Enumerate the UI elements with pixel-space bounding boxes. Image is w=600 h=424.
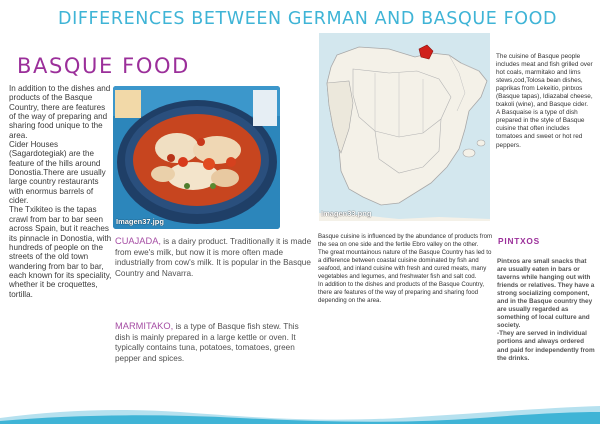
food-photo-illustration — [113, 86, 280, 229]
spain-map — [319, 33, 490, 221]
mid-paragraph: The great mountainous nature of the Basque Country has led to a difference between coastal cuisine dominated by fish and seafood, and inland cuisine with fresh and cured meats, many vegetables and legumes, and freshwater fish and salt cod. — [318, 248, 492, 280]
mid-paragraph: Basque cuisine is influenced by the abundance of products from the sea on one side and the fertile Ebro valley on the other. — [318, 233, 493, 248]
basque-cuisine-text — [496, 53, 596, 150]
intro-paragraph: In addition to the dishes and products of the Basque Country, there are features of the way of preparing and sharing food unique to the area. — [9, 84, 111, 140]
mid-paragraph: In addition to the dishes and products of the Basque Country, there are features of the way of preparing and sharing food depending on the area. — [318, 280, 485, 304]
cuisine-influence-text — [318, 233, 494, 305]
cuajada-paragraph — [115, 236, 315, 280]
marmitako-text: is a type of Basque fish stew. This dish is mainly prepared in a large kettle or oven. It typically contains tuna, potatoes, tomatoes, green pepper and spices. — [115, 322, 299, 364]
marmitako-keyword: MARMITAKO, — [115, 321, 174, 331]
intro-paragraph: The Txikiteo is the tapas crawl from bar to bar seen across Spain, but it reaches its pinnacle in Donostia, with hundreds of people on the streets of the old town wandering from bar to bar, each known for its speciality, whether it be croquettes, tortilla. — [9, 205, 112, 299]
map-caption: Imagen33.png — [321, 209, 372, 218]
marmitako-paragraph — [115, 321, 315, 365]
spain-map-illustration — [319, 33, 490, 221]
photo-caption: Imagen37.jpg — [116, 217, 164, 226]
cuajada-text: is a dairy product. Traditionally it is made from ewe's milk, but now it is more often made industrially from cow's milk. It is popular in the Basque Country and Navarra. — [115, 237, 312, 279]
intro-column — [9, 84, 113, 299]
intro-paragraph: Cider Houses (Sagardotegiak) are the feature of the hills around Donostia.There are usually large country restaurants with enormus barrels of cider. — [9, 140, 106, 206]
section-title: BASQUE FOOD — [17, 54, 190, 78]
pintxos-text — [497, 258, 597, 363]
right-paragraph: The cuisine of Basque people includes meat and fish grilled over hot coals, marmitako and lims stews,cod,Tolosa bean dishes, paprikas from Lekeitio, pintxos (Basque tapas), Idiazabal cheese, txakoli (wine), and Basque cider. — [496, 53, 593, 109]
pintxos-paragraph: -They are served in individual portions and always ordered and paid for independently from the drinks. — [497, 330, 595, 362]
bottom-wave-decoration — [0, 404, 600, 424]
right-paragraph: A Basquaise is a type of dish prepared in the style of Basque cuisine that often includes tomatoes and sweet or hot red peppers. — [496, 109, 585, 149]
pintxos-heading: PINTXOS — [498, 236, 541, 246]
cuajada-keyword: CUAJADA, — [115, 236, 161, 246]
pintxos-paragraph: Pintxos are small snacks that are usually eaten in bars or taverns while hanging out with friends or relatives. They have a strong socializing component, and in the Basque country they are usually regarded as something of local culture and society. — [497, 258, 595, 330]
food-photo — [113, 86, 280, 229]
page-title: DIFFERENCES BETWEEN GERMAN AND BASQUE FOOD — [58, 9, 558, 29]
